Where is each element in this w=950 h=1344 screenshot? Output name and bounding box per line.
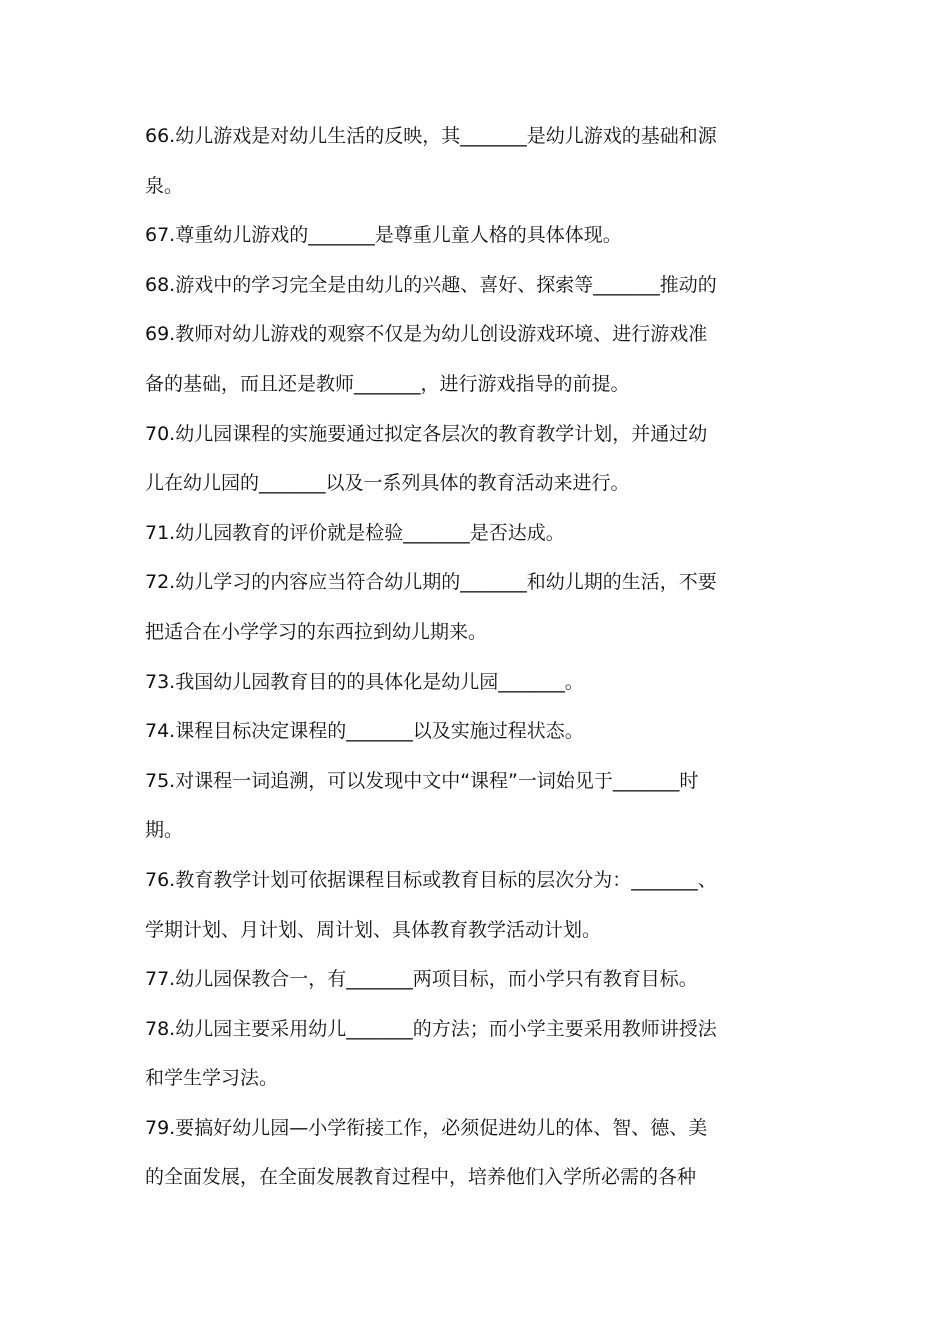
text-line: 学期计划、月计划、周计划、具体教育教学活动计划。 [145,918,602,941]
text-line: 儿在幼儿园的_______以及一系列具体的教育活动来进行。 [145,472,630,495]
text-line: 泉。 [145,174,184,197]
text-line: 期。 [145,819,184,842]
text-line: 75.对课程一词追溯，可以发现中文中“课程”一词始见于_______时 [145,769,699,792]
text-line: 74.课程目标决定课程的_______以及实施过程状态。 [145,720,584,743]
text-line: 的全面发展，在全面发展教育过程中，培养他们入学所必需的各种 [145,1166,697,1189]
text-line: 67.尊重幼儿游戏的_______是尊重儿童人格的具体体现。 [145,224,622,247]
text-line: 79.要搞好幼儿园—小学衔接工作，必须促进幼儿的体、智、德、美 [145,1116,708,1139]
text-line: 把适合在小学学习的东西拉到幼儿期来。 [145,620,488,643]
text-line: 73.我国幼儿园教育目的的具体化是幼儿园_______。 [145,670,584,693]
text-line: 和学生学习法。 [145,1067,279,1090]
text-line: 72.幼儿学习的内容应当符合幼儿期的_______和幼儿期的生活，不要 [145,571,717,594]
document-body [145,112,810,1203]
text-line: 66.幼儿游戏是对幼儿生活的反映，其_______是幼儿游戏的基础和源 [145,125,717,147]
text-line: 78.幼儿园主要采用幼儿_______的方法；而小学主要采用教师讲授法 [145,1017,717,1040]
text-line: 77.幼儿园保教合一，有_______两项目标，而小学只有教育目标。 [145,968,698,991]
text-line: 70.幼儿园课程的实施要通过拟定各层次的教育教学计划，并通过幼 [145,422,708,445]
text-line: 71.幼儿园教育的评价就是检验_______是否达成。 [145,521,565,544]
text-line: 69.教师对幼儿游戏的观察不仅是为幼儿创设游戏环境、进行游戏准 [145,323,708,346]
text-line: 68.游戏中的学习完全是由幼儿的兴趣、喜好、探索等_______推动的 [145,273,717,296]
text-line: 备的基础，而且还是教师_______，进行游戏指导的前提。 [145,372,630,395]
text-line: 76.教育教学计划可依据课程目标或教育目标的层次分为：_______、 [145,868,717,891]
